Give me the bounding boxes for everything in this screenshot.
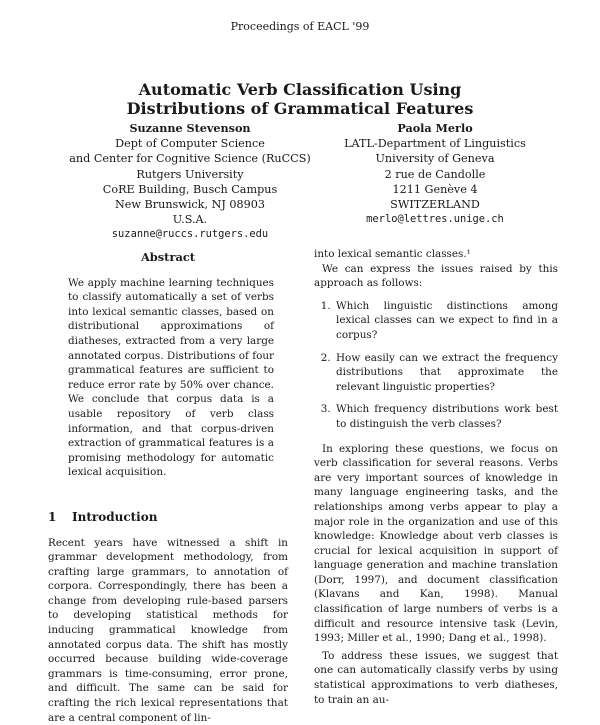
- question-item: 2. How easily can we extract the frequency distributions that approximate the relevant linguistic properties?: [334, 351, 558, 395]
- carryover-text: into lexical semantic classes.¹: [314, 247, 558, 262]
- author-affiliation-line: Dept of Computer Science: [60, 136, 320, 151]
- author-name: Suzanne Stevenson: [60, 121, 320, 136]
- right-column: [314, 247, 558, 707]
- proceedings-header: Proceedings of EACL '99: [0, 20, 600, 33]
- introduction-paragraph: Recent years have witnessed a shift in grammar development methodology, from crafting large grammars, to annotation of corpora. Correspondingly, there has been a change from developing rule-based parsers to developing statistical methods for inducing grammatical knowledge from annotated corpus data. The shift has mostly occurred because building wide-coverage grammars is time-consuming, error prone, and difficult. The same can be said for crafting the rich lexical representations that are a central component of lin-: [48, 536, 288, 725]
- author-affiliation-line: CoRE Building, Busch Campus: [60, 182, 320, 197]
- issues-lead-paragraph: We can express the issues raised by this approach as follows:: [314, 262, 558, 291]
- title-line-1: Automatic Verb Classification Using: [0, 80, 600, 99]
- author-email: suzanne@ruccs.rutgers.edu: [60, 227, 320, 242]
- author-block-merlo: [300, 121, 570, 227]
- section-title: Introduction: [72, 510, 157, 524]
- author-block-stevenson: [60, 121, 320, 243]
- body-paragraph: In exploring these questions, we focus on verb classification for several reasons. Verbs are very important sources of knowledge in many language engineering tasks, and the relationships among verbs appear to play a major role in the organization and use of this knowledge: Knowledge about verb classes is crucial for lexical acquisition in support of language generation and machine translation (Dorr, 1997), and document classification (Klavans and Kan, 1998). Manual classification of large numbers of verbs is a difficult and resource intensive task (Levin, 1993; Miller et al., 1990; Dang et al., 1998).: [314, 442, 558, 646]
- question-item: 3. Which frequency distributions work best to distinguish the verb classes?: [334, 402, 558, 431]
- abstract-text: We apply machine learning techniques to classify automatically a set of verbs into lexical semantic classes, based on distributional approximations of diatheses, extracted from a very large annotated corpus. Distributions of four grammatical features are sufficient to reduce error rate by 50% over chance. We conclude that corpus data is a usable repository of verb class information, and that corpus-driven extraction of grammatical features is a promising methodology for automatic lexical acquisition.: [48, 276, 288, 480]
- author-affiliation-line: University of Geneva: [300, 151, 570, 166]
- title-line-2: Distributions of Grammatical Features: [0, 99, 600, 118]
- section-number: 1: [48, 510, 72, 525]
- author-affiliation-line: Rutgers University: [60, 167, 320, 182]
- author-affiliation-line: 1211 Genève 4: [300, 182, 570, 197]
- body-paragraph: To address these issues, we suggest that one can automatically classify verbs by using statistical approximations to verb diatheses, to train an au-: [314, 649, 558, 707]
- left-column: [48, 250, 288, 725]
- question-item: 1. Which linguistic distinctions among lexical classes can we expect to find in a corpus?: [334, 299, 558, 343]
- author-affiliation-line: U.S.A.: [60, 212, 320, 227]
- abstract-heading: Abstract: [48, 250, 288, 265]
- author-affiliation-line: LATL-Department of Linguistics: [300, 136, 570, 151]
- author-affiliation-line: SWITZERLAND: [300, 197, 570, 212]
- paper-title: [0, 80, 600, 118]
- author-affiliation-line: New Brunswick, NJ 08903: [60, 197, 320, 212]
- author-affiliation-line: 2 rue de Candolle: [300, 167, 570, 182]
- section-heading-introduction: [48, 510, 288, 525]
- questions-list: [314, 299, 558, 432]
- author-affiliation-line: and Center for Cognitive Science (RuCCS): [60, 151, 320, 166]
- author-name: Paola Merlo: [300, 121, 570, 136]
- author-email: merlo@lettres.unige.ch: [300, 212, 570, 227]
